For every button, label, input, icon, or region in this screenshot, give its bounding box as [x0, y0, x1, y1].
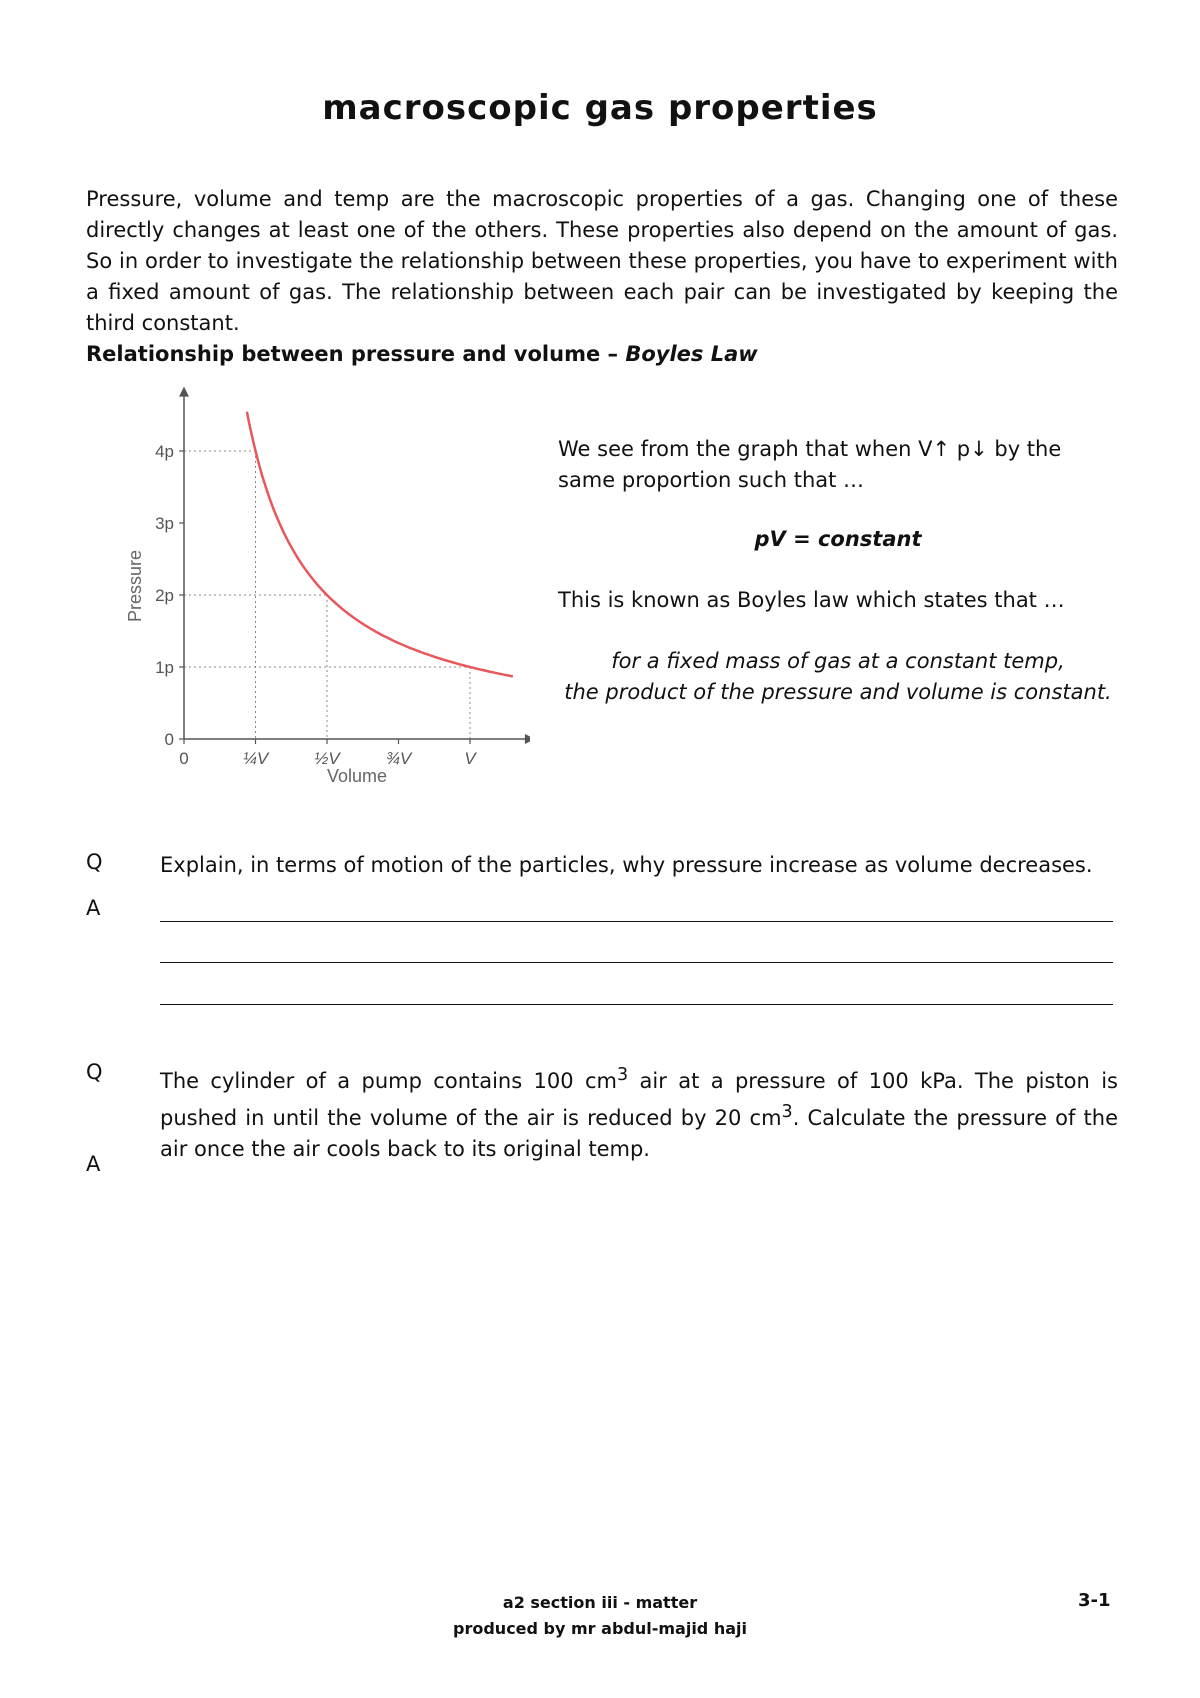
x-axis-arrow — [525, 734, 530, 744]
superscript: 3 — [781, 1102, 793, 1122]
page-title: macroscopic gas properties — [322, 88, 878, 128]
question-label: Q — [86, 1060, 103, 1084]
y-tick-label: 2p — [155, 586, 174, 605]
question-text-part: . Calculate the pressure of the air once the air cools back to its original temp. — [160, 1106, 1118, 1161]
graph-observation: We see from the graph that when V↑ p↓ by the same proportion such that … — [558, 437, 1062, 492]
answer-line[interactable] — [160, 1004, 1113, 1005]
question-text: Explain, in terms of motion of the particles, why pressure increase as volume decreases. — [160, 853, 1093, 877]
x-tick-label: V — [464, 749, 476, 768]
boyles-law-statement — [558, 646, 1118, 708]
formula: pV = constant — [754, 527, 922, 551]
x-tick-label: ¾V — [385, 749, 412, 768]
y-tick-label: 4p — [155, 442, 174, 461]
y-axis-arrow — [179, 387, 189, 397]
graph-explanation — [558, 434, 1118, 708]
intro-paragraph: Pressure, volume and temp are the macroscopic properties of a gas. Changing one of these directly changes at least one of the others. These properties also depend on the amount of gas. So in order to investigate the relationship between these properties, you have to experiment with a fixed amount of gas. The relationship between each pair can be investigated by keeping the third constant. — [86, 187, 1118, 335]
footer — [0, 1590, 1200, 1642]
x-tick-label: ¼V — [242, 749, 269, 768]
answer-line[interactable] — [160, 962, 1113, 963]
boyles-law-intro: This is known as Boyles law which states that … — [558, 588, 1065, 612]
answer-label: A — [86, 896, 101, 920]
section-heading — [86, 342, 758, 366]
x-axis-label: Volume — [326, 766, 388, 786]
footer-author: produced by mr abdul-majid haji — [453, 1619, 747, 1638]
y-tick-label: 0 — [164, 730, 174, 749]
chart-ticks — [155, 442, 477, 768]
law-line-1: for a fixed mass of gas at a constant temp, — [611, 649, 1065, 673]
answer-label: A — [86, 1152, 101, 1176]
footer-section: a2 section iii - matter — [502, 1593, 698, 1612]
chart-axes — [179, 387, 530, 744]
question-text-part: The cylinder of a pump contains 100 cm — [160, 1069, 618, 1093]
law-line-2: the product of the pressure and volume is constant. — [564, 680, 1112, 704]
y-tick-label: 1p — [155, 658, 174, 677]
section-heading-italic: Boyles Law — [625, 342, 758, 366]
section-heading-text: Relationship between pressure and volume – — [86, 342, 626, 366]
x-tick-label: ½V — [314, 749, 340, 768]
x-tick-label: 0 — [179, 749, 189, 768]
superscript: 3 — [617, 1065, 629, 1085]
page-number: 3-1 — [1078, 1590, 1111, 1611]
question-text-part: air at a pressure of 100 kPa. The piston is pushed in until the volume of the air is reduced by 20 cm — [160, 1069, 1118, 1130]
y-axis-label: Pressure — [125, 549, 145, 623]
y-tick-label: 3p — [155, 514, 174, 533]
question-text — [160, 1060, 1118, 1165]
answer-line[interactable] — [160, 921, 1113, 922]
question-label: Q — [86, 850, 103, 874]
pressure-volume-curve — [247, 412, 513, 677]
boyles-law-chart — [110, 385, 530, 800]
